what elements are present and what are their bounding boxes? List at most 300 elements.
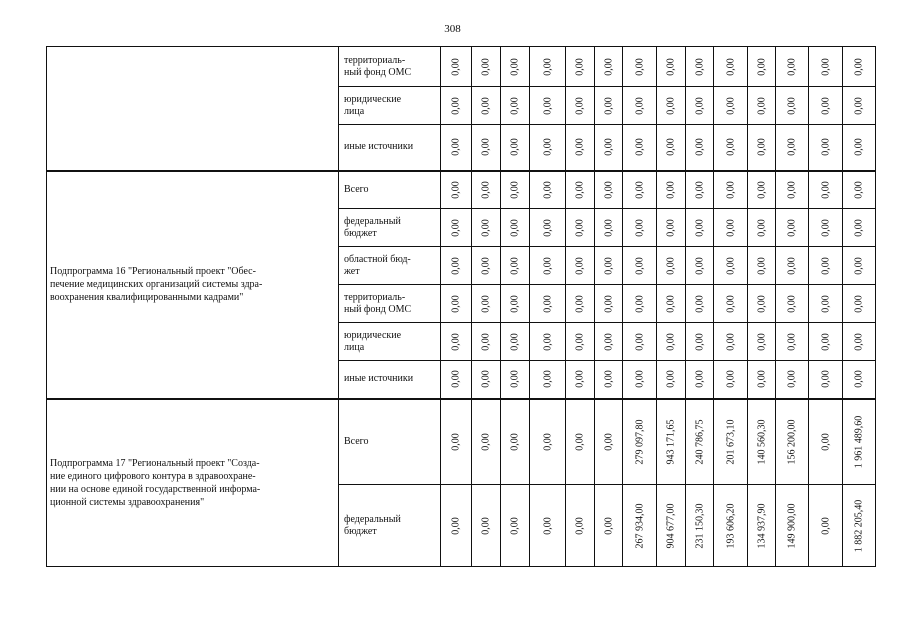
value-cell (776, 485, 809, 567)
value-text: 0,00 (480, 433, 492, 451)
value-cell (748, 47, 776, 87)
value-text: 0,00 (509, 370, 521, 388)
value-cell (776, 171, 809, 209)
value-text: 0,00 (694, 181, 705, 199)
value-text: 0,00 (665, 332, 677, 351)
value-cell (501, 209, 530, 247)
value-cell (472, 47, 501, 87)
value-text: 0,00 (509, 433, 521, 451)
value-text: 0,00 (509, 294, 521, 313)
value-text: 0,00 (603, 433, 614, 451)
value-cell (686, 399, 714, 485)
value-text: 0,00 (574, 256, 586, 275)
value-cell (623, 209, 657, 247)
value-cell (530, 247, 566, 285)
value-text: 0,00 (756, 370, 767, 388)
value-text: 0,00 (820, 256, 831, 275)
value-text: 0,00 (450, 370, 462, 388)
value-cell (566, 361, 595, 399)
value-text: 0,00 (820, 57, 831, 76)
value-text: 0,00 (725, 370, 736, 388)
value-cell (566, 323, 595, 361)
value-text: 0,00 (634, 181, 645, 199)
value-cell (623, 125, 657, 171)
value-cell (686, 47, 714, 87)
value-text: 0,00 (665, 294, 677, 313)
value-cell (623, 247, 657, 285)
value-cell (441, 125, 472, 171)
funding-source-cell (339, 125, 441, 171)
value-cell (843, 323, 876, 361)
value-text: 0,00 (820, 218, 831, 237)
value-text: 0,00 (450, 181, 462, 199)
program-title-line: печение медицинских организаций системы здра- (50, 279, 263, 290)
program-title-line: нии на основе единой государственной информа- (50, 483, 261, 495)
value-cell (530, 209, 566, 247)
value-text: 0,00 (509, 332, 521, 351)
value-text: 0,00 (603, 57, 614, 76)
value-cell (566, 171, 595, 209)
value-text: 0,00 (756, 294, 767, 313)
value-cell (809, 361, 843, 399)
value-cell (686, 171, 714, 209)
table-row (47, 171, 876, 209)
program-title-cell (47, 399, 339, 567)
value-text: 1 882 205,40 (853, 499, 865, 552)
value-text: 0,00 (634, 96, 645, 115)
value-cell (748, 87, 776, 125)
value-text: 0,00 (725, 332, 736, 351)
funding-source-line: Всего (344, 183, 369, 195)
page-number: 308 (444, 23, 461, 35)
value-cell (809, 399, 843, 485)
value-cell (809, 285, 843, 323)
funding-source-cell (339, 285, 441, 323)
value-text: 0,00 (574, 332, 586, 351)
funding-source-line: юридические (344, 93, 402, 105)
value-cell (686, 87, 714, 125)
value-text: 0,00 (509, 218, 521, 237)
value-text: 0,00 (574, 294, 586, 313)
value-cell (714, 247, 748, 285)
value-text: 0,00 (820, 294, 831, 313)
value-cell (776, 323, 809, 361)
value-text: 0,00 (574, 138, 586, 156)
value-text: 0,00 (853, 256, 865, 275)
value-text: 0,00 (725, 138, 736, 156)
value-cell (714, 209, 748, 247)
value-cell (566, 209, 595, 247)
value-cell (501, 171, 530, 209)
value-cell (623, 361, 657, 399)
value-cell (776, 399, 809, 485)
value-cell (441, 171, 472, 209)
value-cell (748, 485, 776, 567)
value-text: 0,00 (603, 370, 614, 388)
value-cell (472, 285, 501, 323)
value-text: 231 150,30 (694, 503, 705, 548)
value-text: 0,00 (634, 57, 645, 76)
value-text: 0,00 (542, 370, 553, 388)
value-cell (776, 247, 809, 285)
value-text: 0,00 (820, 332, 831, 351)
value-text: 0,00 (480, 218, 492, 237)
value-text: 0,00 (786, 370, 798, 388)
value-cell (657, 285, 686, 323)
value-text: 0,00 (756, 181, 767, 199)
value-cell (657, 323, 686, 361)
value-text: 0,00 (694, 218, 705, 237)
funding-source-line: областной бюд- (344, 253, 411, 265)
value-cell (595, 323, 623, 361)
value-cell (686, 361, 714, 399)
value-cell (686, 485, 714, 567)
value-cell (501, 285, 530, 323)
value-cell (441, 247, 472, 285)
value-cell (657, 361, 686, 399)
funding-source-line: лица (344, 105, 365, 117)
value-text: 0,00 (756, 138, 767, 156)
value-text: 267 934,00 (634, 503, 645, 548)
value-text: 0,00 (542, 218, 553, 237)
funding-source-line: ный фонд ОМС (344, 66, 412, 78)
value-cell (843, 125, 876, 171)
value-text: 0,00 (634, 256, 645, 275)
value-text: 0,00 (820, 370, 831, 388)
value-cell (714, 171, 748, 209)
value-cell (776, 87, 809, 125)
value-text: 134 937,90 (756, 503, 767, 548)
value-cell (686, 285, 714, 323)
value-text: 0,00 (509, 256, 521, 275)
value-text: 0,00 (694, 370, 705, 388)
value-text: 0,00 (634, 370, 645, 388)
value-text: 0,00 (603, 218, 614, 237)
value-text: 0,00 (665, 370, 677, 388)
value-text: 0,00 (509, 96, 521, 115)
value-cell (809, 171, 843, 209)
value-text: 0,00 (665, 57, 677, 76)
value-cell (776, 361, 809, 399)
value-cell (714, 285, 748, 323)
value-text: 140 560,30 (756, 419, 767, 465)
value-cell (809, 87, 843, 125)
value-cell (530, 361, 566, 399)
value-cell (657, 125, 686, 171)
value-text: 279 097,80 (634, 419, 645, 465)
value-cell (657, 399, 686, 485)
value-cell (714, 361, 748, 399)
funding-source-cell (339, 399, 441, 485)
program-title-line: ние единого цифрового контура в здравоохране- (50, 470, 256, 482)
value-cell (686, 125, 714, 171)
value-text: 0,00 (694, 256, 705, 275)
funding-source-line: Всего (344, 435, 369, 447)
value-cell (441, 399, 472, 485)
value-text: 0,00 (725, 294, 736, 313)
value-text: 149 900,00 (786, 503, 798, 548)
value-text: 0,00 (853, 332, 865, 351)
funding-source-line: ный фонд ОМС (344, 303, 412, 315)
value-text: 156 200,00 (786, 419, 798, 465)
value-text: 0,00 (634, 218, 645, 237)
value-cell (566, 47, 595, 87)
value-cell (714, 87, 748, 125)
value-cell (595, 209, 623, 247)
value-cell (776, 47, 809, 87)
funding-source-line: лица (344, 341, 365, 353)
value-cell (623, 285, 657, 323)
funding-source-cell (339, 87, 441, 125)
value-cell (843, 209, 876, 247)
value-text: 1 961 489,60 (853, 415, 865, 468)
value-text: 0,00 (509, 138, 521, 156)
value-cell (566, 247, 595, 285)
value-text: 0,00 (665, 218, 677, 237)
value-cell (657, 47, 686, 87)
program-title-cell (47, 171, 339, 399)
funding-source-cell (339, 361, 441, 399)
value-text: 0,00 (509, 181, 521, 199)
value-text: 0,00 (725, 57, 736, 76)
value-text: 201 673,10 (725, 419, 736, 465)
value-cell (472, 485, 501, 567)
value-cell (843, 399, 876, 485)
value-cell (472, 361, 501, 399)
value-text: 0,00 (542, 96, 553, 115)
value-cell (843, 247, 876, 285)
value-cell (809, 125, 843, 171)
value-text: 0,00 (574, 370, 586, 388)
value-text: 0,00 (756, 218, 767, 237)
value-text: 0,00 (542, 256, 553, 275)
value-text: 0,00 (786, 181, 798, 199)
funding-source-line: бюджет (344, 227, 377, 239)
value-cell (623, 399, 657, 485)
funding-source-line: иные источники (344, 141, 414, 153)
program-title-line: воохранения квалифицированными кадрами" (50, 292, 244, 303)
value-text: 0,00 (665, 138, 677, 156)
value-text: 193 606,20 (725, 503, 736, 548)
value-cell (843, 47, 876, 87)
value-cell (748, 399, 776, 485)
value-cell (843, 361, 876, 399)
value-text: 0,00 (574, 218, 586, 237)
value-cell (501, 125, 530, 171)
value-cell (566, 399, 595, 485)
value-cell (714, 323, 748, 361)
value-text: 0,00 (694, 96, 705, 115)
value-cell (472, 87, 501, 125)
value-cell (530, 285, 566, 323)
value-cell (595, 399, 623, 485)
value-cell (441, 361, 472, 399)
value-cell (623, 485, 657, 567)
value-cell (530, 87, 566, 125)
value-cell (501, 47, 530, 87)
value-cell (843, 285, 876, 323)
value-text: 0,00 (574, 433, 586, 451)
value-cell (566, 125, 595, 171)
value-cell (530, 485, 566, 567)
value-text: 0,00 (786, 256, 798, 275)
value-text: 0,00 (634, 138, 645, 156)
funding-source-cell (339, 485, 441, 567)
value-text: 0,00 (694, 138, 705, 156)
funding-source-line: федеральный (344, 215, 401, 227)
value-text: 0,00 (574, 181, 586, 199)
value-text: 0,00 (665, 96, 677, 115)
value-text: 0,00 (725, 181, 736, 199)
value-cell (748, 285, 776, 323)
value-text: 240 786,75 (694, 419, 705, 465)
funding-source-line: территориаль- (344, 291, 406, 303)
value-text: 0,00 (574, 96, 586, 115)
value-cell (714, 485, 748, 567)
value-text: 0,00 (450, 138, 462, 156)
value-text: 0,00 (786, 96, 798, 115)
value-text: 0,00 (820, 516, 831, 535)
value-cell (441, 285, 472, 323)
value-text: 0,00 (603, 181, 614, 199)
value-cell (472, 171, 501, 209)
value-text: 0,00 (634, 294, 645, 313)
value-text: 0,00 (574, 57, 586, 76)
value-cell (714, 125, 748, 171)
value-text: 0,00 (634, 332, 645, 351)
value-text: 0,00 (480, 256, 492, 275)
value-text: 0,00 (786, 218, 798, 237)
value-text: 0,00 (542, 294, 553, 313)
value-cell (441, 47, 472, 87)
value-text: 0,00 (853, 57, 865, 76)
value-cell (657, 485, 686, 567)
value-text: 0,00 (853, 294, 865, 313)
value-cell (501, 361, 530, 399)
value-text: 0,00 (603, 294, 614, 313)
funding-source-line: жет (344, 265, 360, 277)
funding-source-line: федеральный (344, 513, 401, 525)
value-text: 0,00 (853, 138, 865, 156)
funding-source-line: бюджет (344, 525, 377, 537)
value-text: 0,00 (603, 96, 614, 115)
value-cell (748, 209, 776, 247)
value-text: 0,00 (853, 181, 865, 199)
table-row (47, 47, 876, 87)
value-cell (623, 171, 657, 209)
value-cell (748, 171, 776, 209)
value-cell (595, 87, 623, 125)
value-text: 0,00 (756, 256, 767, 275)
value-text: 0,00 (509, 57, 521, 76)
program-title-line: Подпрограмма 16 "Региональный проект "Обес- (50, 266, 256, 277)
value-cell (595, 125, 623, 171)
value-cell (809, 47, 843, 87)
value-cell (657, 87, 686, 125)
value-text: 0,00 (542, 516, 553, 535)
value-text: 0,00 (786, 57, 798, 76)
value-cell (595, 247, 623, 285)
value-text: 0,00 (665, 256, 677, 275)
value-cell (809, 323, 843, 361)
value-cell (501, 485, 530, 567)
value-text: 0,00 (853, 96, 865, 115)
value-text: 943 171,65 (665, 419, 677, 465)
value-cell (843, 87, 876, 125)
value-text: 0,00 (603, 256, 614, 275)
value-cell (595, 171, 623, 209)
value-cell (530, 323, 566, 361)
funding-source-line: территориаль- (344, 54, 406, 66)
value-text: 0,00 (820, 433, 831, 451)
value-text: 0,00 (480, 57, 492, 76)
value-cell (748, 125, 776, 171)
value-cell (566, 485, 595, 567)
program-title-line: Подпрограмма 17 "Региональный проект "Созда- (50, 457, 260, 469)
value-text: 0,00 (450, 516, 462, 535)
value-cell (530, 171, 566, 209)
value-cell (595, 47, 623, 87)
value-text: 0,00 (694, 294, 705, 313)
value-text: 0,00 (725, 218, 736, 237)
value-text: 0,00 (542, 332, 553, 351)
value-text: 0,00 (853, 370, 865, 388)
value-text: 0,00 (450, 294, 462, 313)
value-cell (472, 323, 501, 361)
value-cell (776, 209, 809, 247)
value-text: 0,00 (786, 294, 798, 313)
funding-source-cell (339, 209, 441, 247)
program-title-line: ционной системы здравоохранения" (50, 496, 205, 508)
value-text: 0,00 (603, 138, 614, 156)
value-cell (595, 285, 623, 323)
value-text: 0,00 (694, 57, 705, 76)
value-text: 0,00 (450, 57, 462, 76)
value-cell (623, 47, 657, 87)
value-text: 0,00 (509, 516, 521, 535)
funding-source-cell (339, 323, 441, 361)
value-cell (623, 87, 657, 125)
value-cell (748, 247, 776, 285)
value-text: 0,00 (756, 332, 767, 351)
value-text: 0,00 (450, 332, 462, 351)
value-cell (657, 209, 686, 247)
value-text: 0,00 (542, 138, 553, 156)
value-text: 0,00 (786, 332, 798, 351)
value-cell (776, 125, 809, 171)
value-text: 0,00 (756, 57, 767, 76)
value-text: 0,00 (820, 96, 831, 115)
funding-source-line: иные источники (344, 373, 414, 385)
value-text: 0,00 (786, 138, 798, 156)
value-cell (714, 47, 748, 87)
value-cell (776, 285, 809, 323)
value-cell (748, 361, 776, 399)
value-cell (809, 209, 843, 247)
value-cell (843, 485, 876, 567)
value-cell (566, 87, 595, 125)
value-text: 0,00 (480, 181, 492, 199)
value-cell (657, 171, 686, 209)
value-text: 0,00 (480, 294, 492, 313)
value-cell (595, 361, 623, 399)
value-text: 0,00 (480, 138, 492, 156)
value-text: 0,00 (853, 218, 865, 237)
value-text: 0,00 (725, 256, 736, 275)
value-cell (843, 171, 876, 209)
value-cell (714, 399, 748, 485)
value-cell (472, 209, 501, 247)
